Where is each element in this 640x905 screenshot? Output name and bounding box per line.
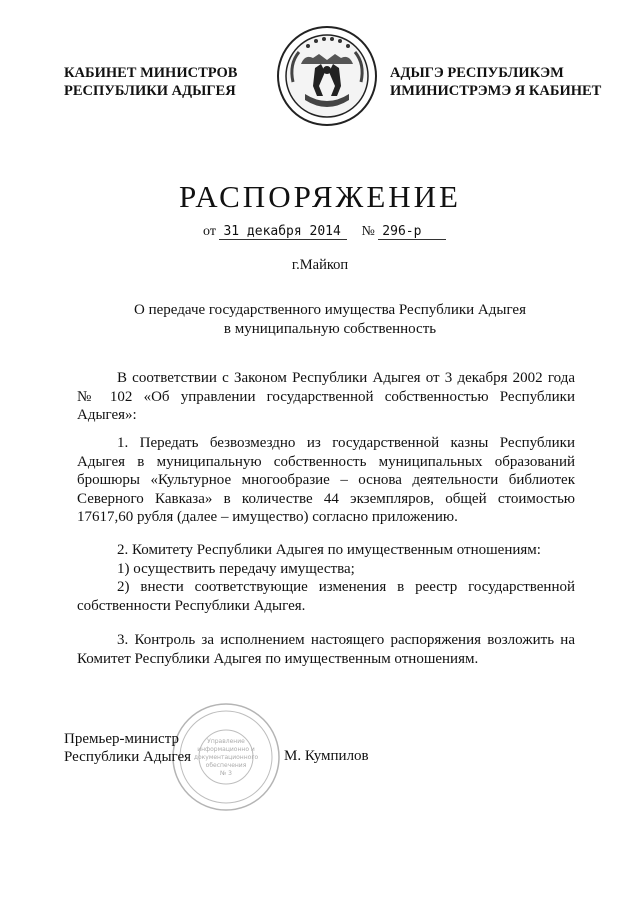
issuer-ady-line2: ИМИНИСТРЭМЭ Я КАБИНЕТ: [390, 83, 602, 99]
clause-2-heading: 2. Комитету Республики Адыгея по имущественным отношениям:: [117, 542, 541, 558]
issuer-ady: [390, 64, 601, 100]
document-date: 31 декабря 2014: [219, 225, 347, 240]
number-prefix: №: [361, 224, 375, 239]
clause-3: [77, 631, 575, 668]
preamble-text: В соответствии с Законом Республики Адыгея от 3 декабря 2002 года № 102 «Об управлении государственной собственностью Республики Адыгея»:: [77, 370, 575, 424]
issuer-ru-line2: РЕСПУБЛИКИ АДЫГЕЯ: [64, 83, 236, 99]
clause-3-text: 3. Контроль за исполнением настоящего распоряжения возложить на Комитет Республики Адыгея по имущественным отношениям.: [77, 632, 575, 667]
city: г.Майкоп: [291, 257, 349, 273]
signatory-title-line2: Республики Адыгея: [64, 749, 192, 765]
signatory-name: М. Кумпилов: [284, 748, 369, 764]
issuer-ady-line1: АДЫГЭ РЕСПУБЛИКЭМ: [390, 65, 564, 81]
clause-2-item-1: 1) осуществить передачу имущества;: [117, 560, 355, 577]
subject-line2: в муниципальную собственность: [223, 321, 437, 337]
issuer-ru-line1: КАБИНЕТ МИНИСТРОВ: [64, 65, 238, 81]
clause-1: [77, 434, 575, 527]
subject-line1: О передаче государственного имущества Республики Адыгея: [134, 302, 526, 318]
document-number: 296-р: [378, 225, 446, 240]
coat-of-arms-icon: [275, 24, 379, 128]
stamp-line-5: № 3: [220, 770, 232, 777]
signatory-title: [64, 730, 191, 766]
stamp-line-1: Управление: [207, 738, 245, 745]
stamp-line-2: информационно и: [197, 746, 255, 753]
clause-1-text: 1. Передать безвозмездно из государственной казны Республики Адыгея в муниципальную собственность муниципальных образований брошюры «Культурное многообразие – основа деятельности библиотек Северного Кавказа» в количестве 44 экземпляров, общей стоимостью 17617,60 рубля (далее – имущество) согласно приложению.: [77, 435, 575, 526]
stamp-line-3: документационного: [193, 754, 259, 761]
stamp-line-4: обеспечения: [205, 762, 247, 769]
document-title: РАСПОРЯЖЕНИЕ: [179, 179, 461, 214]
date-number-line: [203, 224, 446, 240]
clause-2-item-2: 2) внести соответствующие изменения в реестр государственной собственности Республики Адыгея.: [77, 579, 575, 614]
preamble: [77, 369, 575, 425]
signatory-title-line1: Премьер-министр: [64, 731, 179, 747]
issuer-ru: [64, 64, 237, 100]
subject: [0, 301, 640, 339]
clause-2: [77, 541, 575, 615]
date-prefix: от: [203, 224, 216, 239]
